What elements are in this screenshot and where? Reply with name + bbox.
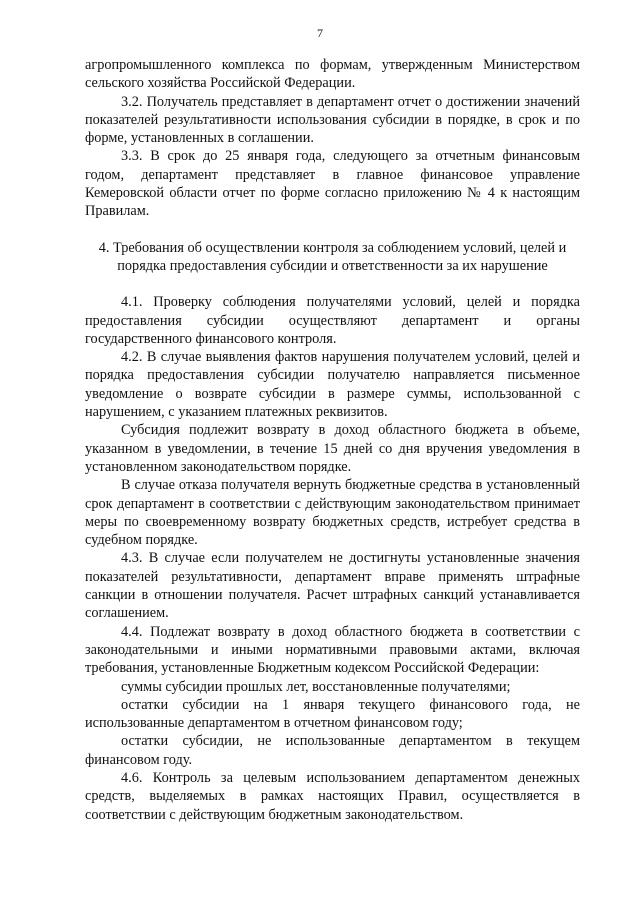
paragraph-p4-2c: В случае отказа получателя вернуть бюджетные средства в установленный срок департамент в соответствии с действующим законодательством принимает меры по своевременному возврату бюджетных средств, истребует средства в судебном порядке. — [85, 477, 580, 549]
paragraph-p4-2: 4.2. В случае выявления фактов нарушения получателем условий, целей и порядка предоставления субсидии получателю направляется письменное уведомление о возврате субсидии в размере суммы, использованной с нарушением, с указанием платежных реквизитов. — [85, 349, 580, 421]
paragraph-p4-2b: Субсидия подлежит возврату в доход областного бюджета в объеме, указанном в уведомлении, в течение 15 дней со дня вручения уведомления в установленном законодательством порядке. — [85, 422, 580, 475]
paragraph-p4-3: 4.3. В случае если получателем не достигнуты установленные значения показателей результативности, департамент вправе применять штрафные санкции в отношении получателя. Расчет штрафных санкций устанавливается соглашением. — [85, 550, 580, 622]
paragraph-p4-4b: остатки субсидии на 1 января текущего финансового года, не использованные департаментом в отчетном финансовом году; — [85, 696, 580, 732]
section-3-paragraphs — [85, 56, 580, 221]
paragraph-p4-4a: суммы субсидии прошлых лет, восстановленные получателями; — [121, 678, 511, 695]
paragraph-cont: агропромышленного комплекса по формам, утвержденным Министерством сельского хозяйства Российской Федерации. — [85, 57, 580, 92]
paragraph-p3-3: 3.3. В срок до 25 января года, следующего за отчетным финансовым годом, департамент представляет в главное финансовое управление Кемеровской области отчет по форме согласно приложению № 4 к настоящим Правилам. — [85, 148, 580, 220]
paragraph-p3-2: 3.2. Получатель представляет в департамент отчет о достижении значений показателей результативности использования субсидии в порядке, в срок и по форме, установленных в соглашении. — [85, 93, 580, 147]
section-heading: 4. Требования об осуществлении контроля за соблюдением условий, целей и порядка предоставления субсидии и ответственности за их нарушение — [98, 239, 567, 274]
paragraph-p4-6: 4.6. Контроль за целевым использованием департаментом денежных средств, выделяемых в рамках настоящих Правил, осуществляется в соответствии с действующим бюджетным законодательством. — [85, 769, 580, 823]
paragraph-p4-4: 4.4. Подлежат возврату в доход областного бюджета в соответствии с законодательными и иными нормативными правовыми актами, включая требования, установленные Бюджетным кодексом Российской Федерации: — [85, 623, 580, 677]
section-4-paragraphs — [85, 293, 580, 824]
paragraph-p4-1: 4.1. Проверку соблюдения получателями условий, целей и порядка предоставления субсидии осуществляют департамент и органы государственного финансового контроля. — [85, 294, 580, 347]
page-number: 7 — [317, 26, 323, 40]
document-body — [85, 56, 580, 824]
paragraph-p4-4c: остатки субсидии, не использованные департаментом в текущем финансовом году. — [85, 733, 580, 768]
